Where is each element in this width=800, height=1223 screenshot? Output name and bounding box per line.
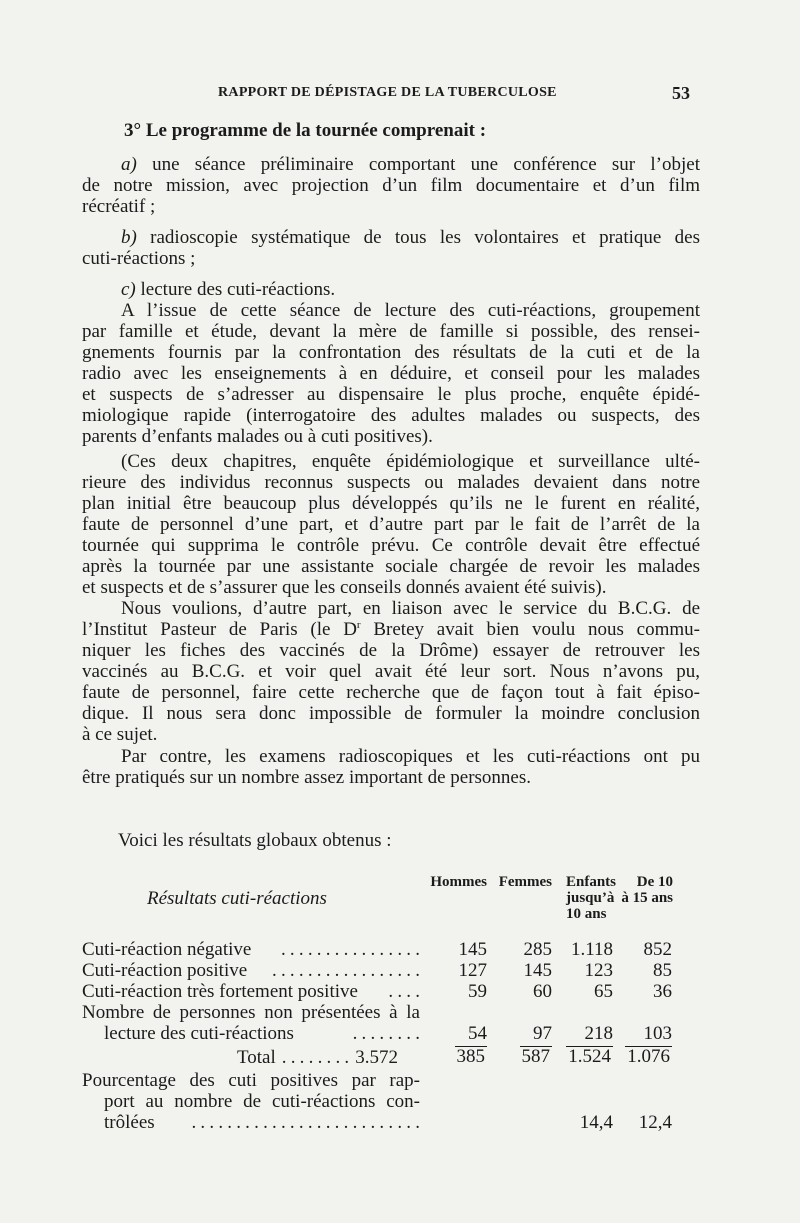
total-value: 1.524 (568, 1046, 611, 1067)
paragraph-item-a (82, 154, 700, 217)
column-header-line: Femmes (498, 874, 552, 890)
paragraph-line (82, 154, 700, 175)
cell-enfants: 218 (584, 1023, 613, 1044)
paragraph-line (82, 279, 700, 300)
row-label-text: Pourcentage des cuti positives par rap- (82, 1070, 420, 1091)
paragraph-line: faute de personnel d’une part, et d’autre part par le fait de l’arrêt de la (82, 514, 700, 535)
list-marker: c) (121, 279, 136, 300)
section-heading: 3° Le programme de la tournée comprenait : (124, 120, 487, 141)
row-label (82, 960, 425, 981)
total-label-text: Total (237, 1047, 276, 1068)
column-header-hommes (417, 874, 487, 890)
column-header-line: Enfants (566, 874, 617, 890)
row-label (82, 939, 425, 960)
paragraph-line: être pratiqués sur un nombre assez important de personnes. (82, 767, 532, 788)
paragraph-line: après la tournée par une assistante sociale chargée de revoir les malades (82, 556, 700, 577)
paragraph-item-b (82, 227, 700, 269)
grand-total: 3.572 (355, 1047, 398, 1068)
paragraph-line: par famille et étude, devant la mère de famille si possible, des rensei- (82, 321, 700, 342)
paragraph-line: niquer les fiches des vaccinés de la Drôme) essayer de retrouver les (82, 640, 700, 661)
cell-femmes: 285 (523, 939, 552, 960)
paragraph-item-c (82, 279, 700, 300)
dot-leader: ................. (272, 960, 425, 981)
page-number: 53 (672, 83, 690, 103)
paragraph-line-text: l’Institut Pasteur de Paris (le D (82, 619, 357, 640)
paragraph-line: (Ces deux chapitres, enquête épidémiologique et surveillance ulté- (121, 451, 700, 472)
column-header-line: à 15 ans (621, 890, 673, 906)
paragraph-line-text: une séance préliminaire comportant une conférence sur l’objet (152, 154, 701, 175)
paragraph-line (82, 227, 700, 248)
cell-hommes: 145 (458, 939, 487, 960)
paragraph-line (82, 619, 700, 640)
cell-femmes: 145 (523, 960, 552, 981)
paragraph-line: vaccinés au B.C.G. et voir quel avait été leur sort. Nous n’avons pu, (82, 661, 700, 682)
paragraph-bcg (82, 598, 700, 745)
cell-enfants: 123 (584, 960, 613, 981)
paragraph-line: faute de personnel, faire cette recherche que de façon tout à fait épiso- (82, 682, 700, 703)
paragraph-line-text: lecture des cuti-réactions. (140, 279, 336, 300)
paragraph-line: à ce sujet. (82, 724, 158, 745)
running-title: RAPPORT DE DÉPISTAGE DE LA TUBERCULOSE (218, 85, 557, 100)
list-marker: a) (121, 154, 137, 175)
paragraph-enquete (82, 300, 700, 447)
paragraph-line: et suspects de s’adresser au dispensaire le plus proche, enquête épidé- (82, 384, 700, 405)
table-stub-header: Résultats cuti-réactions (147, 888, 327, 909)
paragraph-line: A l’issue de cette séance de lecture des cuti-réactions, groupement (121, 300, 700, 321)
row-label (82, 981, 425, 1002)
paragraph-line: radio avec les enseignements à en déduire, et conseil pour les malades (82, 363, 700, 384)
cell-enfants: 65 (594, 981, 613, 1002)
superscript: r (356, 619, 361, 631)
cell-10-15-ans: 852 (643, 939, 672, 960)
row-label-text: Nombre de personnes non présentées à la (82, 1002, 420, 1023)
row-label-text: Cuti-réaction négative (82, 939, 252, 960)
paragraph-line: miologique rapide (interrogatoire des adultes malades ou suspects, des (82, 405, 700, 426)
row-label-text: lecture des cuti-réactions (104, 1023, 294, 1044)
paragraph-line: tournée qui supprima le contrôle prévu. Ce contrôle devait être effectué (82, 535, 700, 556)
paragraph-line-text: radioscopie systématique de tous les volontaires et pratique des (150, 227, 700, 248)
column-header-10-15-ans (610, 874, 673, 906)
row-label-text: Cuti-réaction très fortement positive (82, 981, 358, 1002)
column-header-femmes (482, 874, 552, 890)
row-label-text: Cuti-réaction positive (82, 960, 248, 981)
dot-leader: ........ (352, 1023, 425, 1044)
total-cell-10-15-ans (602, 1046, 672, 1067)
column-header-line: jusqu’à (566, 890, 615, 906)
paragraph-line: rieure des individus reconnus suspects ou malades devaient dans notre (82, 472, 700, 493)
paragraph-line: Par contre, les examens radioscopiques et les cuti-réactions ont pu (121, 746, 700, 767)
paragraph-par-contre (82, 746, 700, 788)
paragraph-line: et suspects et de s’assurer que les conseils donnés avaient été suivis). (82, 577, 607, 598)
cell-10-15-ans: 36 (653, 981, 672, 1002)
paragraph-line: plan initial être beaucoup plus développés qu’ils ne le furent en réalité, (82, 493, 700, 514)
column-header-line: De 10 (636, 874, 673, 890)
paragraph-line: de notre mission, avec projection d’un film documentaire et d’un film (82, 175, 700, 196)
cell-hommes: 127 (458, 960, 487, 981)
row-label (82, 1002, 425, 1044)
dot-leader: ................ (280, 939, 425, 960)
paragraph-line: dique. Il nous sera donc impossible de formuler la moindre conclusion (82, 703, 700, 724)
dot-leader: .... (388, 981, 425, 1002)
cell-femmes: 60 (533, 981, 552, 1002)
paragraph-line: cuti-réactions ; (82, 248, 196, 269)
paragraph-line: parents d’enfants malades ou à cuti positives). (82, 426, 433, 447)
total-value: 587 (521, 1046, 550, 1067)
total-value: 1.076 (627, 1046, 670, 1067)
cell-enfants: 1.118 (570, 939, 613, 960)
dot-leader: ........ (281, 1047, 354, 1068)
paragraph-line-text: Bretey avait bien voulu nous commu- (360, 619, 700, 640)
total-label (237, 1047, 398, 1068)
total-cell-hommes (417, 1046, 487, 1067)
row-label (82, 1070, 425, 1133)
total-value: 385 (456, 1046, 485, 1067)
cell-femmes: 97 (533, 1023, 552, 1044)
dot-leader: .......................... (191, 1112, 425, 1133)
cell-10-15-ans: 85 (653, 960, 672, 981)
cell-10-15-ans: 103 (643, 1023, 672, 1044)
cell-enfants: 14,4 (579, 1112, 613, 1133)
column-header-line: 10 ans (566, 906, 607, 922)
cell-hommes: 54 (468, 1023, 487, 1044)
paragraph-line: gnements fournis par la confrontation des résultats de la cuti et de la (82, 342, 700, 363)
paragraph-line: récréatif ; (82, 196, 156, 217)
row-label-text: port au nombre de cuti-réactions con- (104, 1091, 420, 1112)
list-marker: b) (121, 227, 137, 248)
cell-hommes: 59 (468, 981, 487, 1002)
total-cell-femmes (482, 1046, 552, 1067)
column-header-line: Hommes (430, 874, 487, 890)
paragraph-line: Nous voulions, d’autre part, en liaison avec le service du B.C.G. de (121, 598, 700, 619)
row-label-text: trôlées (104, 1112, 155, 1133)
paragraph-chapitres (82, 451, 700, 598)
cell-10-15-ans: 12,4 (638, 1112, 672, 1133)
results-intro: Voici les résultats globaux obtenus : (118, 830, 392, 851)
